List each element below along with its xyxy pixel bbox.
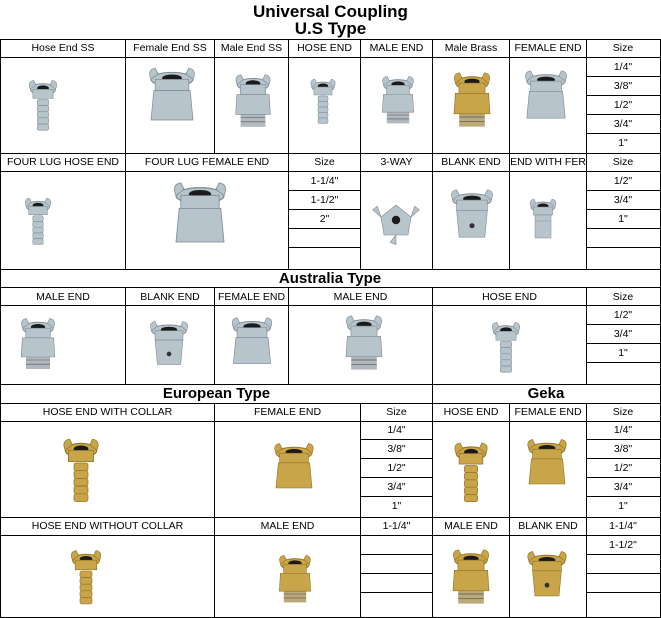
geka-female-end-image [514, 436, 580, 496]
size-cell: 1-1/4" [609, 520, 637, 532]
header-size: Size [612, 156, 634, 168]
au-male-end-image-2 [328, 312, 400, 376]
female-end-ss-image [136, 64, 208, 134]
header-size: Size [612, 291, 634, 303]
male-brass-image [440, 64, 504, 138]
european-section-title: European Type [162, 385, 271, 402]
eu-male-end-image [262, 552, 328, 608]
header-male-end: MALE END [260, 520, 315, 532]
size-cell: 1-1/4" [382, 520, 411, 532]
female-end-image [514, 66, 578, 132]
australia-section-title: Australia Type [278, 270, 382, 287]
three-way-image [364, 190, 428, 250]
eu-hose-end-without-collar-image [56, 542, 116, 612]
header-female-end: FEMALE END [253, 406, 322, 418]
size-cell: 3/8" [613, 443, 633, 455]
au-hose-end-image [478, 314, 534, 380]
size-cell: 3/4" [613, 481, 633, 493]
eu-female-end-image [262, 440, 326, 500]
male-end-ss-image [222, 66, 284, 138]
header-geka-male-end: MALE END [444, 520, 498, 532]
size-cell: 1-1/4" [310, 175, 339, 187]
size-cell: 1/2" [387, 462, 406, 474]
header-four-lug-female-end: FOUR LUG FEMALE END [144, 156, 270, 168]
header-size: Size [612, 406, 634, 418]
size-cell: 1" [618, 137, 628, 149]
size-cell: 3/4" [613, 328, 633, 340]
header-female-end: FEMALE END [514, 42, 582, 54]
geka-section-title: Geka [527, 385, 565, 402]
size-cell: 1/2" [613, 309, 633, 321]
size-cell: 3/8" [613, 80, 633, 92]
blank-end-image [440, 180, 504, 256]
header-3-way: 3-WAY [380, 156, 413, 168]
header-geka-female-end: FEMALE END [514, 406, 582, 418]
size-cell: 1/4" [387, 424, 406, 436]
size-cell: 1" [391, 500, 402, 512]
header-male-brass: Male Brass [444, 42, 498, 54]
size-cell: 1-1/2" [609, 539, 637, 551]
header-end-with-ferrule: END WITH FER [510, 156, 586, 168]
us-section-title: U.S Type [294, 19, 367, 38]
header-size: Size [612, 42, 634, 54]
header-hose-end-ss: Hose End SS [31, 42, 95, 54]
header-male-end-ss: Male End SS [220, 42, 283, 54]
four-lug-female-end-image [160, 178, 240, 258]
geka-blank-end-image [514, 548, 580, 608]
size-cell: 1/2" [613, 462, 633, 474]
hose-end-ss-image [15, 61, 71, 149]
header-geka-blank-end: BLANK END [518, 520, 578, 532]
au-blank-end-image [138, 318, 200, 376]
size-cell: 3/4" [613, 118, 633, 130]
eu-hose-end-with-collar-image [46, 426, 116, 514]
geka-male-end-image [438, 546, 504, 610]
size-cell: 3/4" [613, 194, 633, 206]
header-size: Size [386, 406, 407, 418]
size-cell: 1/4" [613, 61, 633, 73]
size-cell: 1" [618, 213, 628, 225]
header-geka-hose-end: HOSE END [443, 406, 499, 418]
size-cell: 3/8" [387, 443, 406, 455]
size-cell: 1/4" [613, 424, 633, 436]
page-title: Universal Coupling [253, 2, 408, 21]
au-male-end-image [8, 314, 68, 376]
size-cell: 2" [319, 213, 330, 225]
header-female-end-ss: Female End SS [133, 42, 207, 54]
header-male-end: MALE END [369, 42, 424, 54]
au-female-end-image [220, 314, 284, 376]
header-hose-end: HOSE END [297, 42, 352, 54]
header-blank-end: BLANK END [441, 156, 501, 168]
header-male-end: MALE END [333, 291, 388, 303]
geka-hose-end-image [438, 434, 504, 510]
male-end-image [370, 64, 426, 138]
size-cell: 3/4" [387, 481, 406, 493]
header-blank-end: BLANK END [140, 291, 200, 303]
header-four-lug-hose-end: FOUR LUG HOSE END [6, 156, 119, 168]
size-cell: 1" [618, 500, 628, 512]
size-cell: 1/2" [613, 99, 633, 111]
header-hose-end-with-collar: HOSE END WITH COLLAR [42, 406, 173, 418]
header-male-end: MALE END [36, 291, 90, 303]
size-cell: 1/2" [613, 175, 633, 187]
size-cell: 1-1/2" [310, 194, 339, 206]
header-hose-end-without-collar: HOSE END WITHOUT COLLAR [31, 520, 184, 532]
header-hose-end: HOSE END [482, 291, 537, 303]
header-size: Size [314, 156, 335, 168]
four-lug-hose-end-image [12, 176, 64, 266]
end-with-ferrule-image [518, 176, 568, 266]
size-cell: 1" [618, 347, 628, 359]
hose-end-image [298, 66, 348, 136]
header-female-end: FEMALE END [217, 291, 286, 303]
